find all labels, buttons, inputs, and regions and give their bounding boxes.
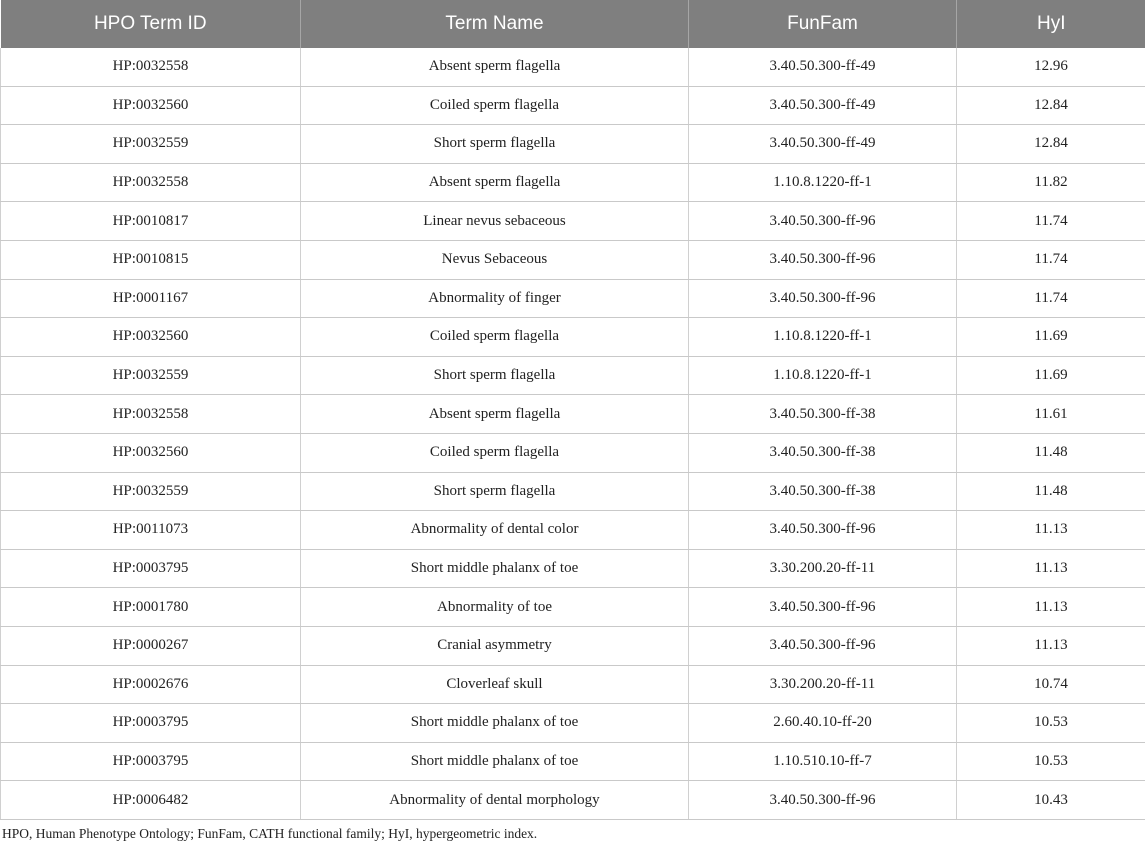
cell-hpo-term-id: HP:0011073 bbox=[1, 511, 301, 550]
cell-term-name: Abnormality of finger bbox=[301, 279, 689, 318]
table-row bbox=[1, 86, 1145, 125]
table-row bbox=[1, 511, 1145, 550]
table-row bbox=[1, 781, 1145, 820]
cell-hyi: 11.74 bbox=[957, 240, 1145, 279]
cell-funfam: 3.40.50.300-ff-49 bbox=[689, 125, 957, 164]
table-body bbox=[1, 48, 1145, 819]
table-header bbox=[1, 0, 1145, 48]
cell-hpo-term-id: HP:0032560 bbox=[1, 318, 301, 357]
table-footnote: HPO, Human Phenotype Ontology; FunFam, CATH functional family; HyI, hypergeometric index. bbox=[2, 826, 538, 841]
cell-funfam: 3.40.50.300-ff-96 bbox=[689, 240, 957, 279]
cell-term-name: Coiled sperm flagella bbox=[301, 318, 689, 357]
cell-hyi: 11.61 bbox=[957, 395, 1145, 434]
cell-hpo-term-id: HP:0003795 bbox=[1, 742, 301, 781]
cell-funfam: 1.10.510.10-ff-7 bbox=[689, 742, 957, 781]
table-row bbox=[1, 356, 1145, 395]
cell-term-name: Coiled sperm flagella bbox=[301, 433, 689, 472]
table-row bbox=[1, 279, 1145, 318]
table-row bbox=[1, 472, 1145, 511]
table-row bbox=[1, 704, 1145, 743]
cell-funfam: 3.40.50.300-ff-96 bbox=[689, 588, 957, 627]
cell-hpo-term-id: HP:0006482 bbox=[1, 781, 301, 820]
cell-term-name: Short sperm flagella bbox=[301, 125, 689, 164]
cell-funfam: 2.60.40.10-ff-20 bbox=[689, 704, 957, 743]
cell-funfam: 3.40.50.300-ff-49 bbox=[689, 86, 957, 125]
cell-hpo-term-id: HP:0001167 bbox=[1, 279, 301, 318]
cell-hpo-term-id: HP:0032559 bbox=[1, 472, 301, 511]
cell-term-name: Abnormality of dental color bbox=[301, 511, 689, 550]
cell-term-name: Cranial asymmetry bbox=[301, 626, 689, 665]
cell-funfam: 3.40.50.300-ff-38 bbox=[689, 472, 957, 511]
cell-funfam: 1.10.8.1220-ff-1 bbox=[689, 356, 957, 395]
cell-term-name: Cloverleaf skull bbox=[301, 665, 689, 704]
cell-funfam: 3.30.200.20-ff-11 bbox=[689, 665, 957, 704]
cell-funfam: 3.40.50.300-ff-96 bbox=[689, 202, 957, 241]
cell-term-name: Abnormality of toe bbox=[301, 588, 689, 627]
cell-funfam: 3.40.50.300-ff-38 bbox=[689, 395, 957, 434]
cell-funfam: 3.40.50.300-ff-96 bbox=[689, 781, 957, 820]
cell-funfam: 1.10.8.1220-ff-1 bbox=[689, 163, 957, 202]
cell-funfam: 3.40.50.300-ff-96 bbox=[689, 511, 957, 550]
table-row bbox=[1, 163, 1145, 202]
column-header-hpo-term-id: HPO Term ID bbox=[1, 0, 301, 48]
table-row bbox=[1, 549, 1145, 588]
column-header-hyi: HyI bbox=[957, 0, 1145, 48]
table-row bbox=[1, 48, 1145, 86]
cell-term-name: Abnormality of dental morphology bbox=[301, 781, 689, 820]
cell-hyi: 11.74 bbox=[957, 202, 1145, 241]
cell-hyi: 11.48 bbox=[957, 472, 1145, 511]
cell-term-name: Short middle phalanx of toe bbox=[301, 704, 689, 743]
table-row bbox=[1, 318, 1145, 357]
cell-hpo-term-id: HP:0032559 bbox=[1, 356, 301, 395]
cell-hyi: 11.74 bbox=[957, 279, 1145, 318]
cell-hyi: 10.53 bbox=[957, 742, 1145, 781]
cell-term-name: Short sperm flagella bbox=[301, 472, 689, 511]
cell-hyi: 11.69 bbox=[957, 318, 1145, 357]
cell-hyi: 11.13 bbox=[957, 588, 1145, 627]
table-row bbox=[1, 240, 1145, 279]
cell-funfam: 1.10.8.1220-ff-1 bbox=[689, 318, 957, 357]
cell-hpo-term-id: HP:0032558 bbox=[1, 395, 301, 434]
cell-hpo-term-id: HP:0032560 bbox=[1, 86, 301, 125]
table-row bbox=[1, 588, 1145, 627]
cell-hpo-term-id: HP:0032558 bbox=[1, 163, 301, 202]
table-row bbox=[1, 433, 1145, 472]
cell-funfam: 3.30.200.20-ff-11 bbox=[689, 549, 957, 588]
table-row bbox=[1, 742, 1145, 781]
cell-term-name: Nevus Sebaceous bbox=[301, 240, 689, 279]
cell-funfam: 3.40.50.300-ff-38 bbox=[689, 433, 957, 472]
cell-hpo-term-id: HP:0010815 bbox=[1, 240, 301, 279]
cell-hpo-term-id: HP:0032560 bbox=[1, 433, 301, 472]
cell-funfam: 3.40.50.300-ff-49 bbox=[689, 48, 957, 86]
cell-hyi: 11.13 bbox=[957, 626, 1145, 665]
cell-hyi: 11.13 bbox=[957, 549, 1145, 588]
cell-hyi: 11.48 bbox=[957, 433, 1145, 472]
cell-hyi: 12.84 bbox=[957, 86, 1145, 125]
cell-hpo-term-id: HP:0000267 bbox=[1, 626, 301, 665]
table-row bbox=[1, 202, 1145, 241]
cell-hyi: 11.82 bbox=[957, 163, 1145, 202]
cell-term-name: Absent sperm flagella bbox=[301, 163, 689, 202]
column-header-funfam: FunFam bbox=[689, 0, 957, 48]
cell-term-name: Short middle phalanx of toe bbox=[301, 742, 689, 781]
cell-hyi: 11.13 bbox=[957, 511, 1145, 550]
cell-hpo-term-id: HP:0032558 bbox=[1, 48, 301, 86]
table-row bbox=[1, 626, 1145, 665]
cell-term-name: Coiled sperm flagella bbox=[301, 86, 689, 125]
cell-term-name: Short sperm flagella bbox=[301, 356, 689, 395]
cell-hyi: 10.53 bbox=[957, 704, 1145, 743]
cell-hyi: 10.43 bbox=[957, 781, 1145, 820]
cell-hpo-term-id: HP:0010817 bbox=[1, 202, 301, 241]
table-row bbox=[1, 395, 1145, 434]
cell-hpo-term-id: HP:0003795 bbox=[1, 704, 301, 743]
cell-term-name: Linear nevus sebaceous bbox=[301, 202, 689, 241]
column-header-term-name: Term Name bbox=[301, 0, 689, 48]
cell-hyi: 10.74 bbox=[957, 665, 1145, 704]
cell-term-name: Absent sperm flagella bbox=[301, 395, 689, 434]
cell-hpo-term-id: HP:0003795 bbox=[1, 549, 301, 588]
header-row bbox=[1, 0, 1145, 48]
cell-term-name: Short middle phalanx of toe bbox=[301, 549, 689, 588]
cell-term-name: Absent sperm flagella bbox=[301, 48, 689, 86]
cell-hyi: 11.69 bbox=[957, 356, 1145, 395]
cell-hpo-term-id: HP:0002676 bbox=[1, 665, 301, 704]
cell-hyi: 12.84 bbox=[957, 125, 1145, 164]
table-row bbox=[1, 665, 1145, 704]
cell-hpo-term-id: HP:0032559 bbox=[1, 125, 301, 164]
cell-funfam: 3.40.50.300-ff-96 bbox=[689, 279, 957, 318]
cell-funfam: 3.40.50.300-ff-96 bbox=[689, 626, 957, 665]
cell-hyi: 12.96 bbox=[957, 48, 1145, 86]
cell-hpo-term-id: HP:0001780 bbox=[1, 588, 301, 627]
table-row bbox=[1, 125, 1145, 164]
